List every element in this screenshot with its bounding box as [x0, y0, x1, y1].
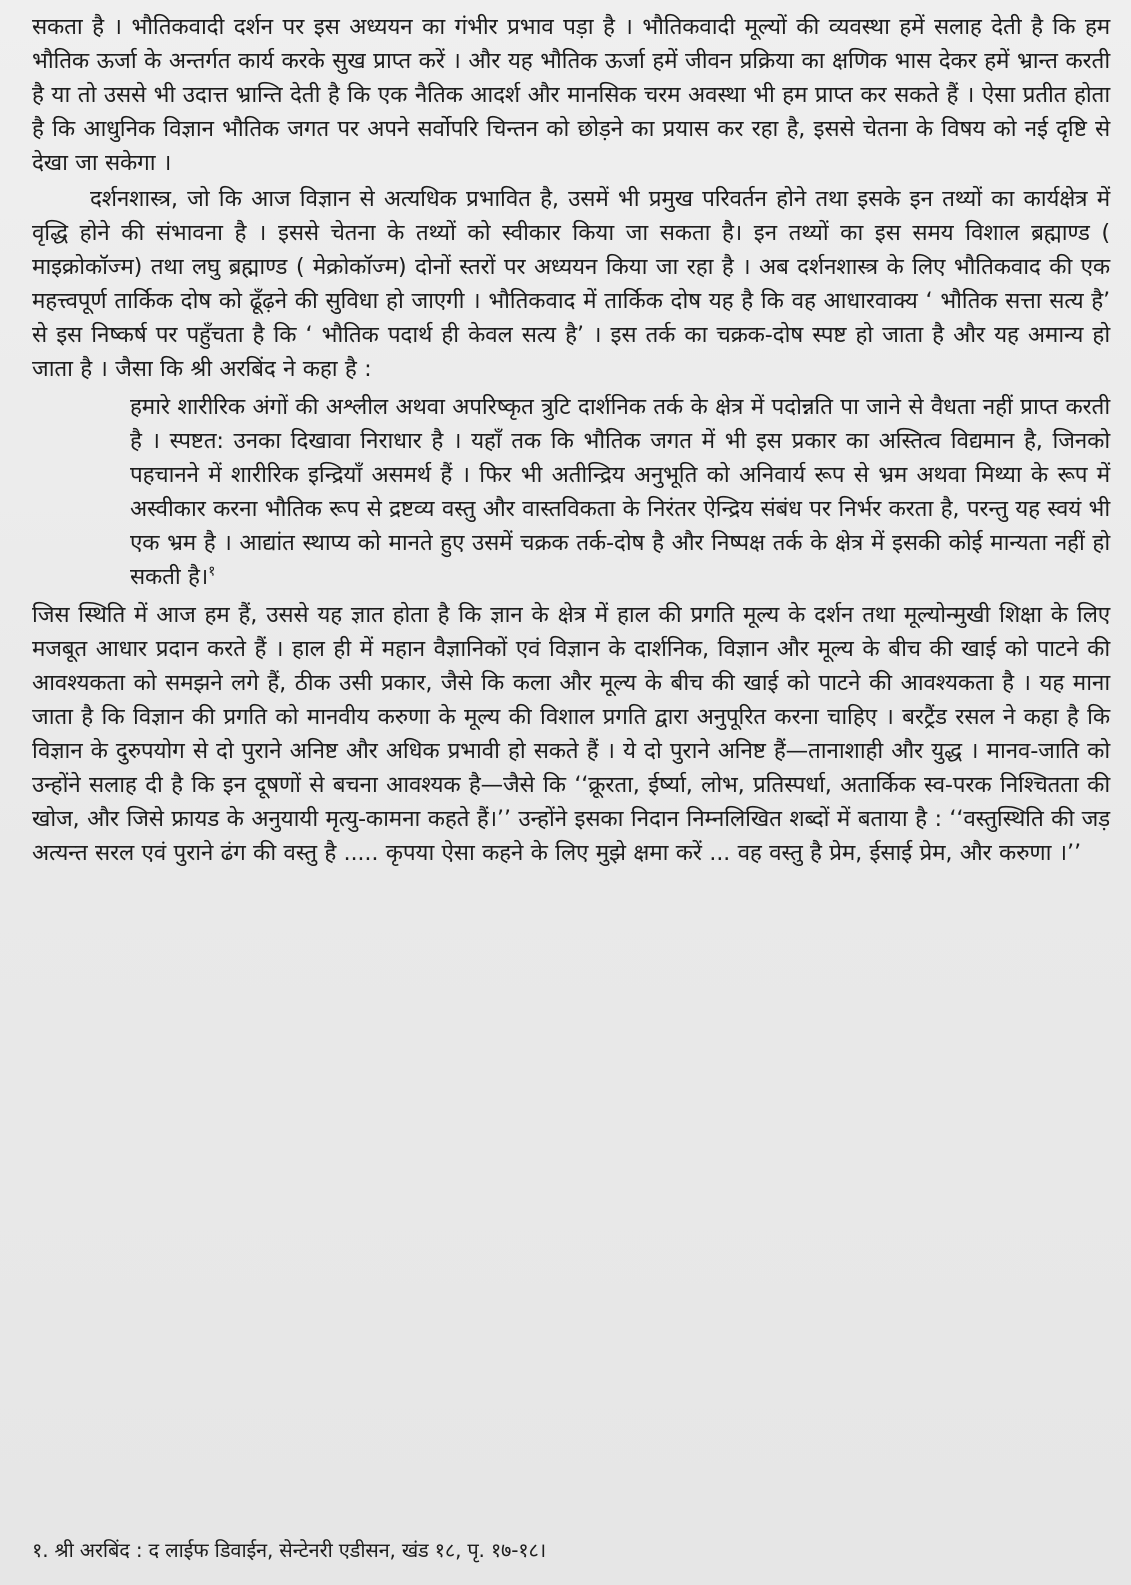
footnote-divider	[32, 1522, 212, 1523]
page-body	[32, 10, 1110, 870]
paragraph-philosophy: दर्शनशास्त्र, जो कि आज विज्ञान से अत्यधिक प्रभावित है, उसमें भी प्रमुख परिवर्तन होने तथा इसके इन तथ्यों का कार्यक्षेत्र में वृद्धि होने की संभावना है । इससे चेतना के तथ्यों को स्वीकार किया जा सकता है। इन तथ्यों का इस समय विशाल ब्रह्माण्ड ( माइक्रोकॉज्म) तथा लघु ब्रह्माण्ड ( मेक्रोकॉज्म) दोनों स्तरों पर अध्ययन किया जा रहा है । अब दर्शनशास्त्र के लिए भौतिकवाद की एक महत्त्वपूर्ण तार्किक दोष को ढूँढ़ने की सुविधा हो जाएगी । भौतिकवाद में तार्किक दोष यह है कि वह आधारवाक्य ‘ भौतिक सत्ता सत्य है’ से इस निष्कर्ष पर पहुँचता है कि ‘ भौतिक पदार्थ ही केवल सत्य है’ । इस तर्क का चक्रक-दोष स्पष्ट हो जाता है और यह अमान्य हो जाता है । जैसा कि श्री अरबिंद ने कहा है :	[32, 186, 1110, 382]
footnote-marker: १	[208, 563, 216, 580]
footnote: १. श्री अरबिंद : द लाईफ डिवाईन, सेन्टेनरी एडीसन, खंड १८, पृ. १७-१८।	[32, 1538, 547, 1562]
block-quote-text: हमारे शारीरिक अंगों की अश्लील अथवा अपरिष्कृत त्रुटि दार्शनिक तर्क के क्षेत्र में पदोन्नति पा जाने से वैधता नहीं प्राप्त करती है । स्पष्टत: उनका दिखावा निराधार है । यहाँ तक कि भौतिक जगत में भी इस प्रकार का अस्तित्व विद्यमान है, जिनको पहचानने में शारीरिक इन्द्रियाँ असमर्थ हैं । फिर भी अतीन्द्रिय अनुभूति को अनिवार्य रूप से भ्रम अथवा मिथ्या के रूप में अस्वीकार करना भौतिक रूप से द्रष्टव्य वस्तु और वास्तविकता के निरंतर ऐन्द्रिय संबंध पर निर्भर करता है, परन्तु यह स्वयं भी एक भ्रम है । आद्यांत स्थाप्य को मानते हुए उसमें चक्रक तर्क-दोष है और निष्पक्ष तर्क के क्षेत्र में इसकी कोई मान्यता नहीं हो सकती है।	[130, 394, 1110, 590]
block-quote	[130, 390, 1110, 594]
paragraph-intro: सकता है । भौतिकवादी दर्शन पर इस अध्ययन का गंभीर प्रभाव पड़ा है । भौतिकवादी मूल्यों की व्यवस्था हमें सलाह देती है कि हम भौतिक ऊर्जा के अन्तर्गत कार्य करके सुख प्राप्त करें । और यह भौतिक ऊर्जा हमें जीवन प्रक्रिया का क्षणिक भास देकर हमें भ्रान्त करती है या तो उससे भी उदात्त भ्रान्ति देती है कि एक नैतिक आदर्श और मानसिक चरम अवस्था भी हम प्राप्त कर सकते हैं । ऐसा प्रतीत होता है कि आधुनिक विज्ञान भौतिक जगत पर अपने सर्वोपरि चिन्तन को छोड़ने का प्रयास कर रहा है, इससे चेतना के विषय को नई दृष्टि से देखा जा सकेगा ।	[32, 14, 1110, 176]
paragraph-science-values: जिस स्थिति में आज हम हैं, उससे यह ज्ञात होता है कि ज्ञान के क्षेत्र में हाल की प्रगति मूल्य के दर्शन तथा मूल्योन्मुखी शिक्षा के लिए मजबूत आधार प्रदान करते हैं । हाल ही में महान वैज्ञानिकों एवं विज्ञान के दार्शनिक, विज्ञान और मूल्य के बीच की खाई को पाटने की आवश्यकता को समझने लगे हैं, ठीक उसी प्रकार, जैसे कि कला और मूल्य के बीच की खाई को पाटने की आवश्यकता है । यह माना जाता है कि विज्ञान की प्रगति को मानवीय करुणा के मूल्य की विशाल प्रगति द्वारा अनुपूरित करना चाहिए । बरट्रैंड रसल ने कहा है कि विज्ञान के दुरुपयोग से दो पुराने अनिष्ट और अधिक प्रभावी हो सकते हैं । ये दो पुराने अनिष्ट हैं—तानाशाही और युद्ध । मानव-जाति को उन्होंने सलाह दी है कि इन दूषणों से बचना आवश्यक है—जैसे कि ‘‘क्रूरता, ईर्ष्या, लोभ, प्रतिस्पर्धा, अतार्किक स्व-परक निश्चितता की खोज, और जिसे फ्रायड के अनुयायी मृत्यु-कामना कहते हैं।’’ उन्होंने इसका निदान निम्नलिखित शब्दों में बताया है : ‘‘वस्तुस्थिति की जड़ अत्यन्त सरल एवं पुराने ढंग की वस्तु है ..... कृपया ऐसा कहने के लिए मुझे क्षमा करें ... वह वस्तु है प्रेम, ईसाई प्रेम, और करुणा ।’’	[32, 602, 1110, 866]
